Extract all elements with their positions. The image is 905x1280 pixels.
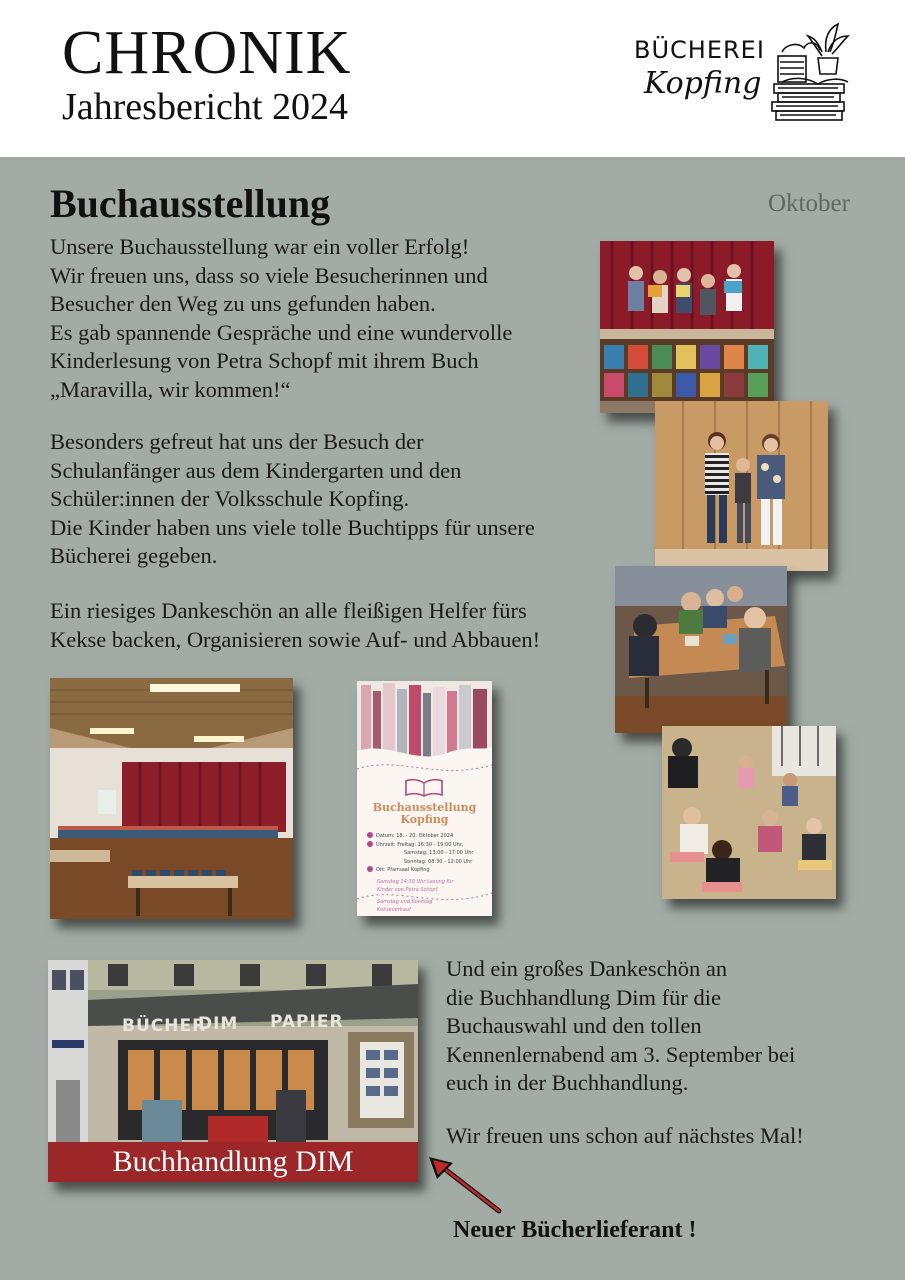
paragraph-school-visit bbox=[50, 428, 535, 571]
annual-report-subtitle: Jahresbericht 2024 bbox=[62, 86, 348, 128]
logo-word: BÜCHEREI bbox=[634, 36, 765, 64]
text-line: Schüler:innen der Volksschule Kopfing. bbox=[50, 486, 410, 511]
photo-children-table-image bbox=[615, 566, 787, 733]
shop-sign-buecher: BÜCHER bbox=[122, 1016, 207, 1036]
text-line: Unsere Buchausstellung war ein voller Erfolg! bbox=[50, 234, 470, 259]
text-line: Kinderlesung von Petra Schopf mit ihrem Buch bbox=[50, 348, 479, 373]
photo-children-table bbox=[615, 566, 787, 733]
text-line: Kennenlernabend am 3. September bei bbox=[446, 1041, 796, 1067]
bullet-icon bbox=[367, 832, 373, 838]
shop-sign-papier: PAPIER bbox=[270, 1012, 344, 1032]
text-line: Besucher den Weg zu uns gefunden haben. bbox=[50, 291, 436, 316]
flyer-datum-text: Datum: 18. - 20. Oktober 2024 bbox=[376, 833, 454, 839]
text-line: euch in der Buchhandlung. bbox=[446, 1070, 689, 1095]
flyer-note2: Kinder von Petra Schopf bbox=[377, 887, 438, 893]
flyer-uhrzeit bbox=[367, 841, 487, 850]
flyer-note3: Samstag und Sonntag bbox=[377, 898, 433, 905]
text-line: Bücherei gegeben. bbox=[50, 543, 218, 568]
photo-author-visit bbox=[655, 401, 828, 571]
text-line: Ein riesiges Dankeschön an alle fleißigen Helfer fürs bbox=[50, 598, 527, 623]
flyer-uhrzeit-text: Uhrzeit: Freitag: 16:30 - 19:00 Uhr, bbox=[376, 841, 464, 848]
photo-children-floor bbox=[662, 726, 836, 899]
photo-children-floor-image bbox=[662, 726, 836, 899]
text-line: Kekse backen, Organisieren sowie Auf- und Abbauen! bbox=[50, 626, 541, 652]
paragraph-intro bbox=[50, 233, 512, 404]
photo-exhibition-hall-image bbox=[50, 678, 293, 919]
text-line: Die Kinder haben uns viele tolle Buchtipps für unsere bbox=[50, 514, 535, 540]
paragraph-thanks-helpers bbox=[50, 597, 540, 654]
article-month: Oktober bbox=[768, 190, 850, 217]
text-line: Schulanfänger aus dem Kindergarten und den bbox=[50, 457, 462, 483]
event-flyer bbox=[357, 681, 492, 916]
text-line: Wir freuen uns, dass so viele Besucherinnen und bbox=[50, 262, 488, 288]
chronicle-title: CHRONIK bbox=[62, 19, 352, 87]
flyer-uhrzeit3: Sonntag: 08:30 - 12:00 Uhr bbox=[404, 858, 473, 865]
text-line: Besonders gefreut hat uns der Besuch der bbox=[50, 429, 424, 454]
bullet-icon bbox=[367, 866, 373, 872]
photo-children-stage-image bbox=[600, 241, 774, 413]
flyer-note1: Samstag 14:30 Uhr Lesung für bbox=[377, 878, 454, 885]
text-line: Es gab spannende Gespräche und eine wundervolle bbox=[50, 319, 513, 345]
flyer-ort-text: Ort: Pfarrsaal Kopfing bbox=[376, 867, 430, 873]
text-line: „Maravilla, wir kommen!“ bbox=[50, 376, 291, 402]
flyer-uhrzeit2: Samstag: 13:00 - 17:00 Uhr bbox=[404, 850, 474, 856]
flyer-title-line1: Buchausstellung bbox=[372, 801, 477, 814]
new-supplier-note: Neuer Bücherlieferant ! bbox=[453, 1217, 697, 1243]
library-logo bbox=[630, 22, 850, 127]
flyer-note4: Kekseverkauf bbox=[377, 907, 411, 913]
flyer-datum bbox=[367, 832, 487, 841]
book-stack-plant-icon bbox=[768, 22, 850, 124]
paragraph-closing bbox=[446, 1122, 804, 1151]
shop-sign-dim: DIM bbox=[198, 1014, 239, 1034]
flyer-ort bbox=[367, 866, 487, 875]
arrow-icon bbox=[425, 1155, 505, 1217]
bullet-icon bbox=[367, 841, 373, 847]
flyer-bookshelf-image bbox=[357, 681, 492, 771]
photo-author-visit-image bbox=[655, 401, 828, 571]
text-line: Und ein großes Dankeschön an bbox=[446, 956, 728, 981]
photo-children-stage bbox=[600, 241, 774, 413]
flyer-title-line2: Kopfing bbox=[400, 813, 449, 826]
bookshop-banner: Buchhandlung DIM bbox=[48, 1142, 418, 1182]
article-title: Buchausstellung bbox=[50, 181, 331, 226]
photo-bookshop-image bbox=[48, 960, 418, 1142]
page-header bbox=[0, 0, 905, 157]
open-book-icon bbox=[404, 777, 444, 797]
paragraph-thanks-bookshop bbox=[446, 955, 795, 1098]
text-line: die Buchhandlung Dim für die bbox=[446, 984, 721, 1010]
text-line: Wir freuen uns schon auf nächstes Mal! bbox=[446, 1123, 804, 1148]
photo-exhibition-hall bbox=[50, 678, 293, 919]
logo-script: Kopfing bbox=[644, 66, 762, 101]
text-line: Buchauswahl und den tollen bbox=[446, 1013, 702, 1038]
